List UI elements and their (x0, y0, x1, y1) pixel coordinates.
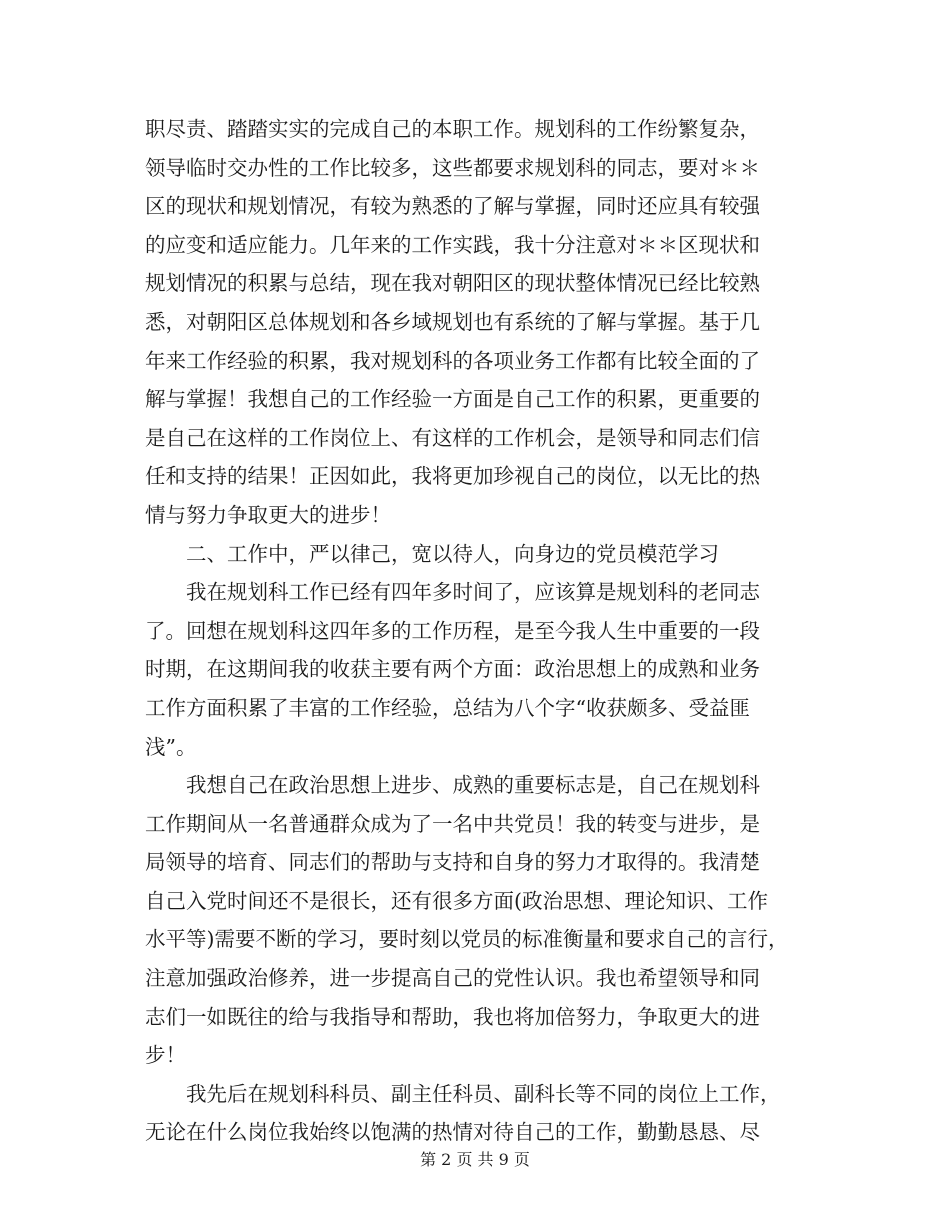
text-line: 了。回想在规划科这四年多的工作历程，是至今我人生中重要的一段 (145, 618, 760, 643)
text-line: 的应变和适应能力。几年来的工作实践，我十分注意对＊＊区现状和 (145, 232, 760, 257)
text-line: 浅”。 (145, 734, 197, 759)
text-line: 规划情况的积累与总结，现在我对朝阳区的现状整体情况已经比较熟 (145, 271, 760, 296)
text-line: 二、工作中，严以律己，宽以待人，向身边的党员模范学习 (186, 541, 719, 566)
text-line: 步！ (145, 1043, 186, 1068)
text-line: 领导临时交办性的工作比较多，这些都要求规划科的同志，要对＊＊ (145, 155, 760, 180)
text-line: 我在规划科工作已经有四年多时间了，应该算是规划科的老同志 (186, 580, 760, 605)
text-line: 自己入党时间还不是很长，还有很多方面(政治思想、理论知识、工作 (145, 888, 768, 913)
text-line: 无论在什么岗位我始终以饱满的热情对待自己的工作，勤勤恳恳、尽 (145, 1120, 760, 1145)
text-line: 我想自己在政治思想上进步、成熟的重要标志是，自己在规划科 (186, 773, 760, 798)
text-line: 情与努力争取更大的进步！ (145, 502, 391, 527)
page-footer: 第 2 页 共 9 页 (420, 1150, 530, 1169)
text-line: 职尽责、踏踏实实的完成自己的本职工作。规划科的工作纷繁复杂， (145, 117, 760, 141)
text-line: 悉，对朝阳区总体规划和各乡域规划也有系统的了解与掌握。基于几 (145, 309, 760, 334)
text-line: 是自己在这样的工作岗位上、有这样的工作机会，是领导和同志们信 (145, 425, 760, 450)
document-body (145, 110, 805, 1152)
text-line: 局领导的培育、同志们的帮助与支持和自身的努力才取得的。我清楚 (145, 850, 760, 875)
text-line: 区的现状和规划情况，有较为熟悉的了解与掌握，同时还应具有较强 (145, 194, 760, 219)
text-line: 工作方面积累了丰富的工作经验，总结为八个字“收获颇多、受益匪 (145, 695, 750, 720)
text-line: 解与掌握！我想自己的工作经验一方面是自己工作的积累，更重要的 (145, 387, 760, 412)
text-line: 时期，在这期间我的收获主要有两个方面：政治思想上的成熟和业务 (145, 657, 760, 682)
text-line: 水平等)需要不断的学习，要时刻以党员的标准衡量和要求自己的言行， (145, 927, 789, 952)
text-line: 我先后在规划科科员、副主任科员、副科长等不同的岗位上工作， (186, 1081, 781, 1106)
text-line: 年来工作经验的积累，我对规划科的各项业务工作都有比较全面的了 (145, 348, 760, 373)
text-line: 志们一如既往的给与我指导和帮助，我也将加倍努力，争取更大的进 (145, 1004, 760, 1029)
text-line: 任和支持的结果！正因如此，我将更加珍视自己的岗位，以无比的热 (145, 464, 760, 489)
text-line: 注意加强政治修养，进一步提高自己的党性认识。我也希望领导和同 (145, 966, 760, 991)
text-line: 工作期间从一名普通群众成为了一名中共党员！我的转变与进步，是 (145, 811, 760, 836)
